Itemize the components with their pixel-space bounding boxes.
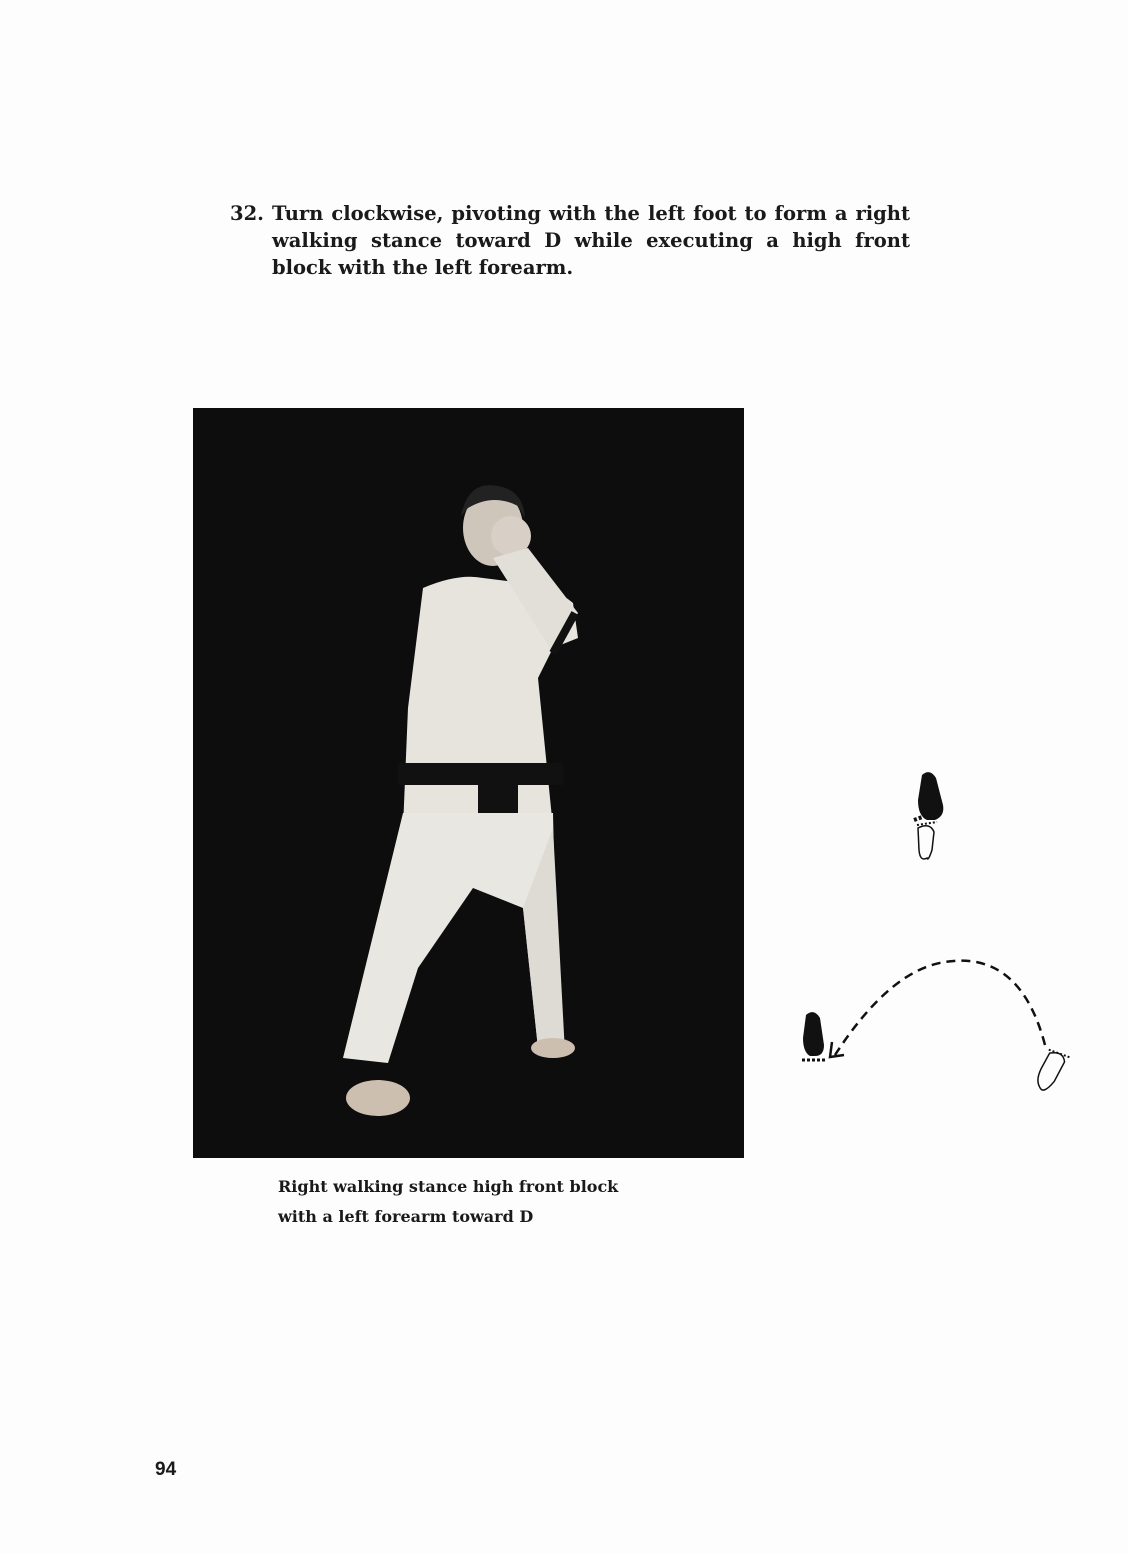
page-number: 94: [155, 1459, 177, 1480]
instruction-step: [230, 200, 910, 281]
step-text: Turn clockwise, pivoting with the left foot to form a right walking stance toward D while executing a high front block with the left forearm.: [272, 202, 910, 279]
left-foot-filled-icon: [914, 772, 943, 820]
right-foot-outline-icon: [917, 822, 937, 859]
pivot-foot-filled-icon: [802, 1012, 826, 1060]
dashed-path-arrow: [835, 961, 1045, 1055]
arrow-head-icon: [830, 1042, 844, 1057]
caption-line-2: with a left forearm toward D: [278, 1207, 534, 1226]
footwork-diagram: [780, 750, 1100, 1110]
step-number: 32.: [230, 202, 264, 225]
caption-line-1: Right walking stance high front block: [278, 1177, 619, 1196]
photo-martial-artist: [193, 408, 744, 1158]
photo-caption: [278, 1172, 678, 1232]
start-foot-outline-icon: [1034, 1049, 1069, 1094]
figure-illustration: [193, 408, 744, 1158]
